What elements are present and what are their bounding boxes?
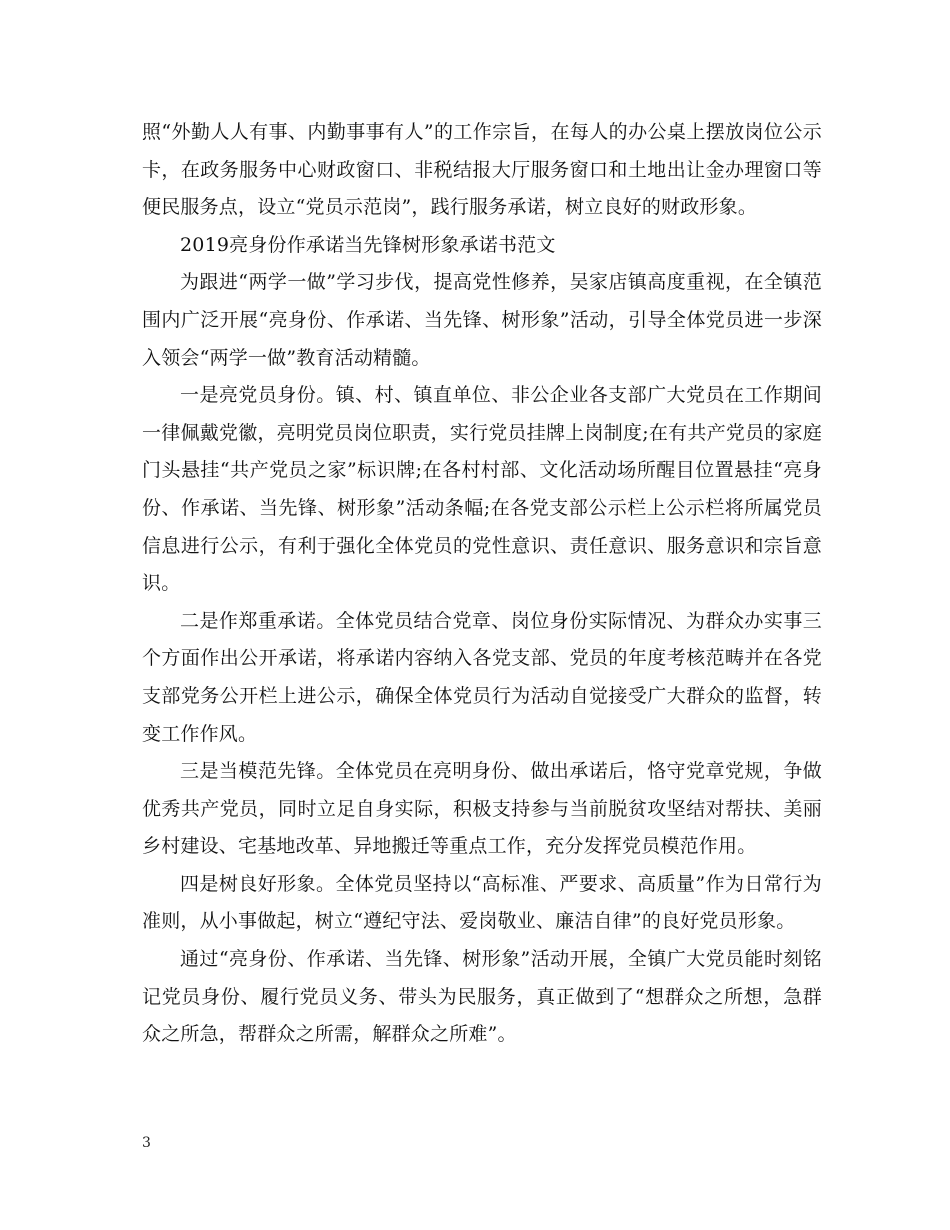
paragraph-continuation: 照“外勤人人有事、内勤事事有人”的工作宗旨，在每人的办公桌上摆放岗位公示卡，在政务服务中心财政窗口、非税结报大厅服务窗口和土地出让金办理窗口等便民服务点，设立“党员示范岗”，践行服务承诺，树立良好的财政形象。 bbox=[142, 121, 822, 219]
paragraph-point-two: 二是作郑重承诺。全体党员结合党章、岗位身份实际情况、为群众办实事三个方面作出公开承诺，将承诺内容纳入各党支部、党员的年度考核范畴并在各党支部党务公开栏上进公示，确保全体党员行为活动自觉接受广大群众的监督，转变工作作风。 bbox=[142, 609, 822, 745]
article-title: 2019亮身份作承诺当先锋树形象承诺书范文 bbox=[180, 233, 556, 256]
paragraph-point-three: 三是当模范先锋。全体党员在亮明身份、做出承诺后，恪守党章党规，争做优秀共产党员，同时立足自身实际，积极支持参与当前脱贫攻坚结对帮扶、美丽乡村建设、宅基地改革、异地搬迁等重点工作，充分发挥党员模范作用。 bbox=[142, 760, 822, 858]
paragraph-point-one: 一是亮党员身份。镇、村、镇直单位、非公企业各支部广大党员在工作期间一律佩戴党徽，亮明党员岗位职责，实行党员挂牌上岗制度;在有共产党员的家庭门头悬挂“共产党员之家”标识牌;在各村村部、文化活动场所醒目位置悬挂“亮身份、作承诺、当先锋、树形象”活动条幅;在各党支部公示栏上公示栏将所属党员信息进行公示，有利于强化全体党员的党性意识、责任意识、服务意识和宗旨意识。 bbox=[142, 384, 822, 595]
document-body bbox=[142, 114, 822, 1054]
paragraph-intro: 为跟进“两学一做”学习步伐，提高党性修养，吴家店镇高度重视，在全镇范围内广泛开展“亮身份、作承诺、当先锋、树形象”活动，引导全体党员进一步深入领会“两学一做”教育活动精髓。 bbox=[142, 271, 822, 369]
page-number: 3 bbox=[142, 1135, 151, 1151]
paragraph-conclusion: 通过“亮身份、作承诺、当先锋、树形象”活动开展，全镇广大党员能时刻铭记党员身份、履行党员义务、带头为民服务，真正做到了“想群众之所想，急群众之所急，帮群众之所需，解群众之所难”。 bbox=[142, 948, 822, 1046]
paragraph-point-four: 四是树良好形象。全体党员坚持以“高标准、严要求、高质量”作为日常行为准则，从小事做起，树立“遵纪守法、爱岗敬业、廉洁自律”的良好党员形象。 bbox=[142, 872, 822, 933]
